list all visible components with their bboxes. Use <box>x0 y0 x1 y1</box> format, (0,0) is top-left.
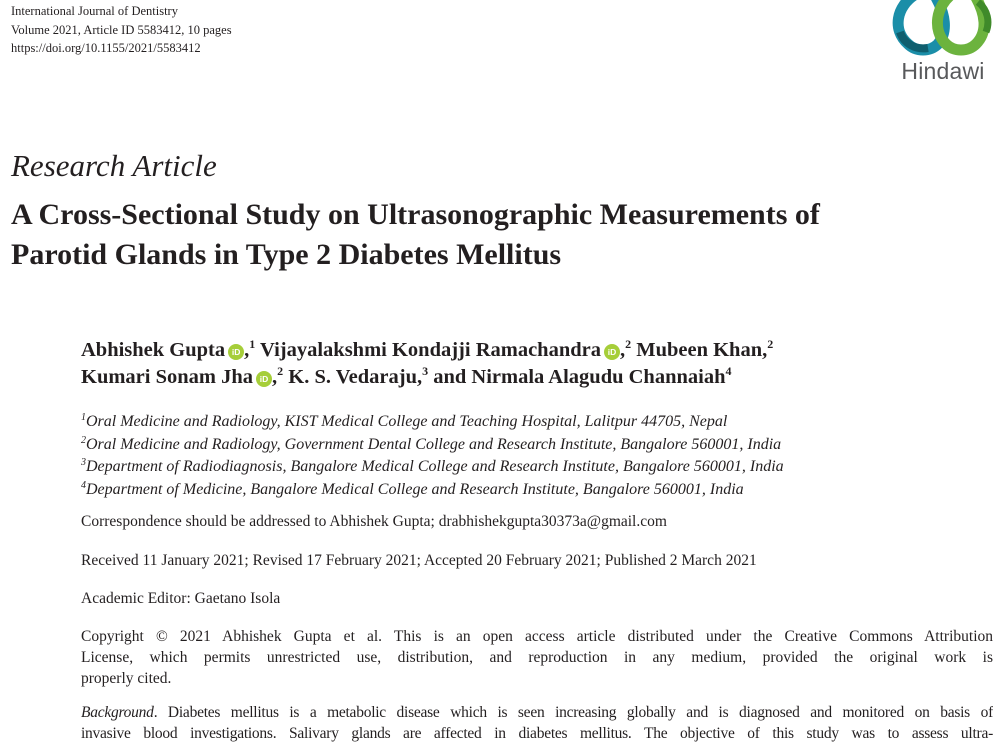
author-name[interactable]: Nirmala Alagudu Channaiah <box>471 366 726 388</box>
author-line-1: Abhishek Gupta iD ,$^1$ Vijayalakshmi Kondajji Ramachandra iD ,$^2$ Mubeen Khan,$^2$ <box>81 337 774 361</box>
author-name[interactable]: Mubeen Khan <box>636 339 763 361</box>
article-title <box>11 195 996 275</box>
orcid-icon[interactable]: iD <box>228 344 244 360</box>
affiliation-mark: 1 <box>249 337 256 351</box>
author-name[interactable]: K. S. Vedaraju <box>288 366 417 388</box>
affiliation-item: $^1$Oral Medicine and Radiology, KIST Medical College and Teaching Hospital, Lalitpur 44705, Nepal <box>81 412 728 430</box>
article-title-line-2: Parotid Glands in Type 2 Diabetes Mellitus <box>11 238 562 271</box>
hindawi-logo <box>886 0 1000 88</box>
affiliation-mark: 2 <box>277 364 284 378</box>
hindawi-wordmark: Hindawi <box>901 58 985 84</box>
author-name[interactable]: Abhishek Gupta <box>81 339 226 361</box>
affiliation-mark: 3 <box>422 364 429 378</box>
article-type: Research Article <box>11 148 217 183</box>
affiliation-mark: 2 <box>625 337 632 351</box>
copyright-notice: Copyright © 2021 Abhishek Gupta et al. This is an open access article distributed under the Creative Commons Attribution License, which permits unrestricted use, distribution, and reproduction in any medium, provided the original work is properly cited. <box>81 628 993 687</box>
author-conjunction: and <box>433 366 467 388</box>
affiliation-item: $^3$Department of Radiodiagnosis, Bangalore Medical College and Research Institute, Bangalore 560001, India <box>81 457 784 475</box>
hindawi-interlocking-rings-icon <box>886 0 1000 58</box>
author-line-2: Kumari Sonam Jha iD ,$^2$ K. S. Vedaraju,$^3$ and Nirmala Alagudu Channaiah$^4$ <box>81 364 732 388</box>
doi-link[interactable]: https://doi.org/10.1155/2021/5583412 <box>11 41 201 55</box>
volume-line: Volume 2021, Article ID 5583412, 10 pages <box>11 22 232 37</box>
abstract: Background. Diabetes mellitus is a metabolic disease which is seen increasing globally and is diagnosed and monitored on basis of invasive blood investigations. Salivary glands are affected in diabetes mellitus. The objective of this study was to assess ultra- <box>81 704 993 742</box>
journal-meta <box>11 2 232 58</box>
correspondence-email[interactable]: drabhishekgupta30373a@gmail.com <box>438 513 667 530</box>
article-title-line-1: A Cross-Sectional Study on Ultrasonographic Measurements of <box>11 198 820 231</box>
affiliation-list <box>81 411 784 501</box>
abstract-section-label: Background <box>81 704 154 721</box>
affiliation-mark: 4 <box>725 364 732 378</box>
journal-name: International Journal of Dentistry <box>11 4 178 18</box>
affiliation-item: $^4$Department of Medicine, Bangalore Medical College and Research Institute, Bangalore 560001, India <box>81 479 744 498</box>
orcid-icon[interactable]: iD <box>256 371 272 387</box>
author-name[interactable]: Kumari Sonam Jha <box>81 366 253 388</box>
academic-editor: Academic Editor: Gaetano Isola <box>81 590 281 607</box>
author-name[interactable]: Vijayalakshmi Kondajji Ramachandra <box>260 339 601 361</box>
correspondence: Correspondence should be addressed to Abhishek Gupta; drabhishekgupta30373a@gmail.com <box>81 513 667 530</box>
publication-dates: Received 11 January 2021; Revised 17 February 2021; Accepted 20 February 2021; Published 2 March 2021 <box>81 552 757 569</box>
affiliation-mark: 2 <box>767 337 774 351</box>
orcid-icon[interactable]: iD <box>604 344 620 360</box>
author-list <box>81 337 981 391</box>
affiliation-item: $^2$Oral Medicine and Radiology, Government Dental College and Research Institute, Bangalore 560001, India <box>81 434 782 453</box>
